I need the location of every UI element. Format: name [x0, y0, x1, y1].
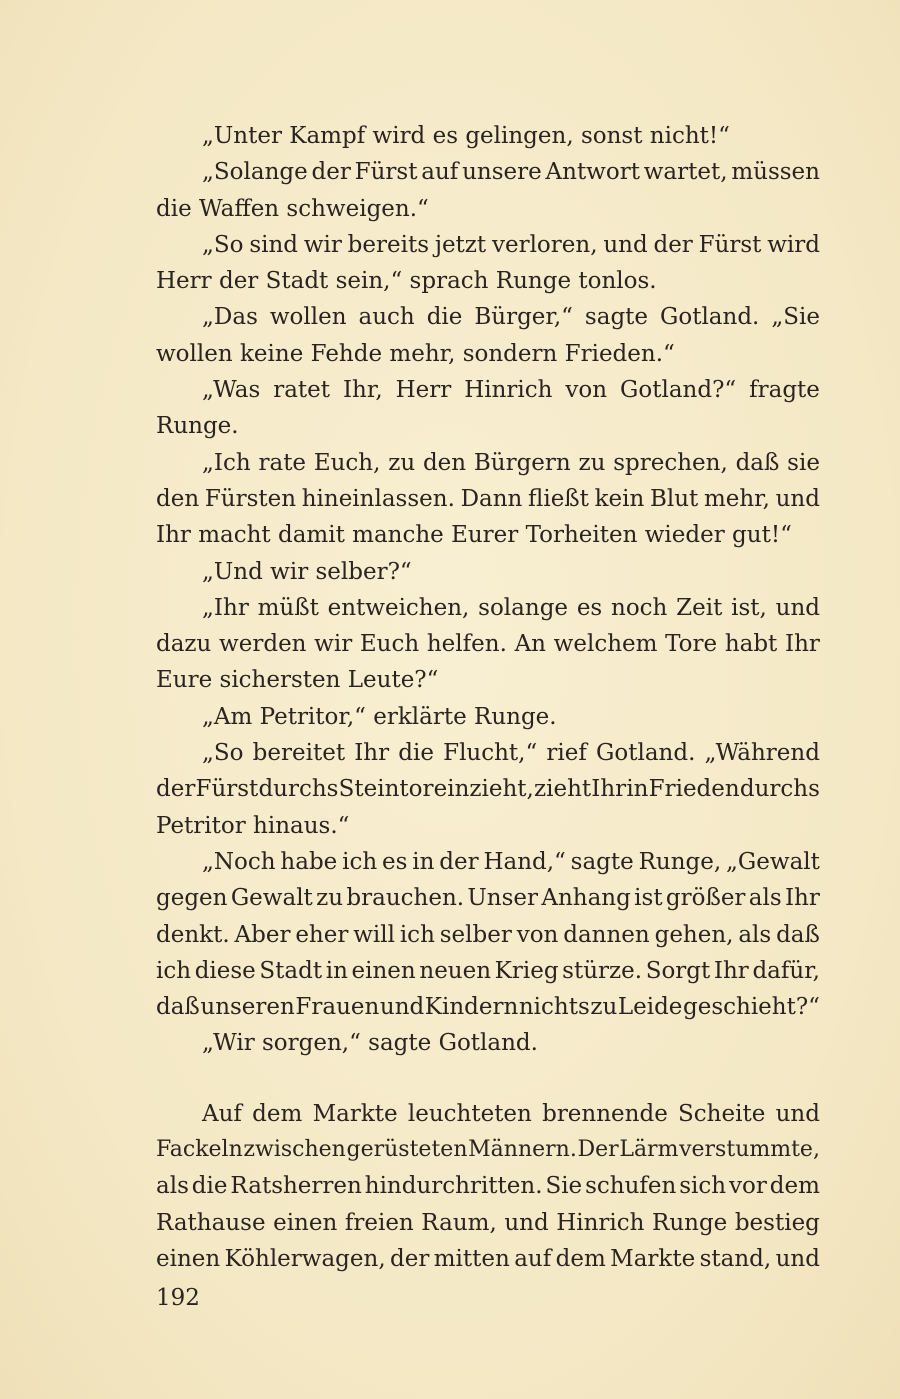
text-line: gegen Gewalt zu brauchen. Unser Anhang ist größer als Ihr	[156, 885, 820, 912]
text-line: Rathause einen freien Raum, und Hinrich Runge bestieg	[156, 1209, 820, 1236]
text-line: daß unseren Frauen und Kindern nichts zu Leide geschieht?“	[156, 994, 820, 1021]
text-line: „So sind wir bereits jetzt verloren, und der Fürst wird	[202, 231, 820, 258]
dialogue-section	[156, 118, 820, 1062]
text-line: denkt. Aber eher will ich selber von dannen gehen, als daß	[156, 921, 820, 948]
text-line: „So bereitet Ihr die Flucht,“ rief Gotland. „Während	[202, 740, 820, 767]
text-line: „Ihr müßt entweichen, solange es noch Zeit ist, und	[202, 594, 820, 621]
text-line: „Was ratet Ihr, Herr Hinrich von Gotland?“ fragte	[202, 377, 820, 404]
text-line: Auf dem Markte leuchteten brennende Scheite und	[202, 1100, 820, 1127]
text-line: ich diese Stadt in einen neuen Krieg stürze. Sorgt Ihr dafür,	[156, 957, 820, 984]
text-line: Ihr macht damit manche Eurer Torheiten wieder gut!“	[156, 522, 792, 549]
section-break	[156, 1062, 820, 1096]
text-line: Eure sichersten Leute?“	[156, 667, 439, 694]
text-line: einen Köhlerwagen, der mitten auf dem Markte stand, und	[156, 1245, 820, 1272]
text-line: „Solange der Fürst auf unsere Antwort wartet, müssen	[202, 159, 820, 186]
page-text	[156, 118, 820, 1277]
text-line: als die Ratsherren hindurchritten. Sie schufen sich vor dem	[156, 1173, 820, 1200]
text-line: „Und wir selber?“	[202, 558, 412, 585]
text-line: „Wir sorgen,“ sagte Gotland.	[202, 1030, 538, 1057]
text-line: „Unter Kampf wird es gelingen, sonst nicht!“	[202, 123, 730, 149]
narrative-section	[156, 1096, 820, 1277]
text-line: dazu werden wir Euch helfen. An welchem Tore habt Ihr	[156, 631, 820, 658]
text-line: wollen keine Fehde mehr, sondern Frieden.“	[156, 340, 675, 367]
text-line: der Fürst durchs Steintor einzieht, zieht Ihr in Frieden durchs	[156, 776, 820, 803]
text-line: „Ich rate Euch, zu den Bürgern zu sprechen, daß sie	[202, 449, 820, 476]
text-line: Runge.	[156, 413, 239, 440]
text-line: „Am Petritor,“ erklärte Runge.	[202, 703, 557, 730]
text-line: Herr der Stadt sein,“ sprach Runge tonlos.	[156, 268, 657, 295]
text-line: Fackeln zwischen gerüsteten Männern. Der Lärm verstummte,	[156, 1137, 820, 1163]
text-line: „Das wollen auch die Bürger,“ sagte Gotland. „Sie	[202, 304, 820, 331]
text-line: die Waffen schweigen.“	[156, 195, 429, 222]
text-line: Petritor hinaus.“	[156, 812, 350, 839]
text-line: den Fürsten hineinlassen. Dann fließt kein Blut mehr, und	[156, 485, 820, 512]
text-line: „Noch habe ich es in der Hand,“ sagte Runge, „Gewalt	[202, 848, 820, 875]
page-number: 192	[156, 1285, 200, 1311]
